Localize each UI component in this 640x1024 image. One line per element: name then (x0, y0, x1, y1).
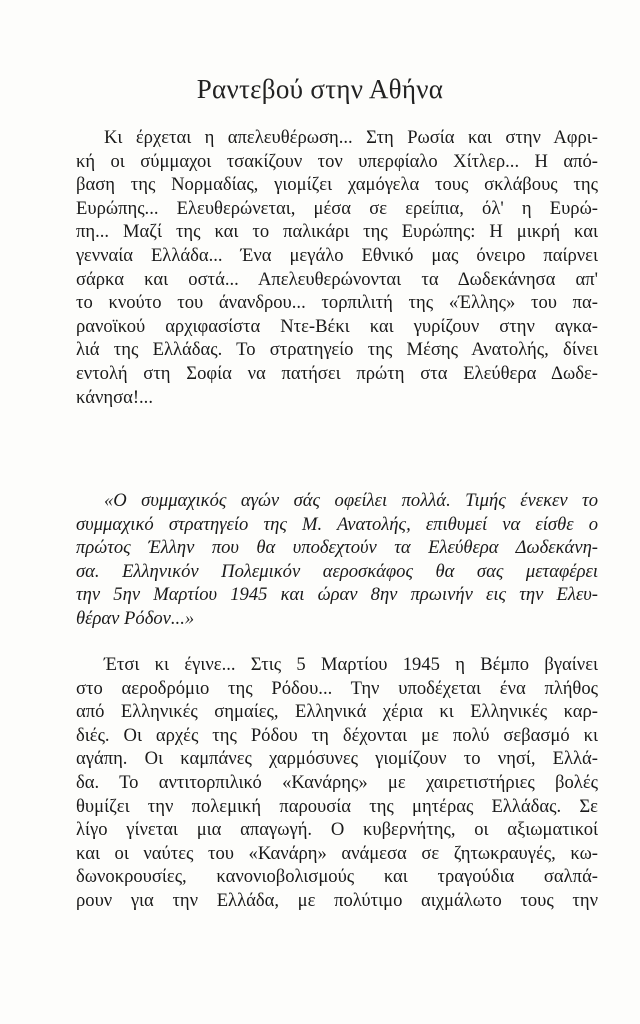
quoted-order (76, 489, 598, 631)
text-line: θυμίζει την πολεμική παρουσία της μητέρας Ελλάδας. Σε (76, 795, 598, 817)
paragraph-2 (76, 653, 598, 913)
text-line: γενναία Ελλάδα... Ένα μεγάλο Εθνικό μας όνειρο παίρνει (76, 244, 598, 266)
text-line: δα. Το αντιτορπιλικό «Κανάρης» με χαιρετιστήριες βολές (76, 771, 598, 793)
text-line: κάνησα!... (76, 386, 153, 408)
quote-line: «Ο συμμαχικός αγών σάς οφείλει πολλά. Τιμής ένεκεν το (104, 490, 598, 511)
chapter-title: Ραντεβού στην Αθήνα (196, 74, 444, 104)
text-line: Ευρώπης... Ελευθερώνεται, μέσα σε ερείπια, όλ' η Ευρώ- (76, 197, 598, 219)
text-line: και οι ναύτες του «Κανάρη» ανάμεσα σε ζητωκραυγές, κω- (76, 842, 598, 864)
text-line: το κνούτο του άνανδρου... τορπιλιτή της «Έλλης» του πα- (76, 292, 598, 314)
quote-line: συμμαχικό στρατηγείο της Μ. Ανατολής, επιθυμεί να είσθε ο (76, 513, 598, 535)
text-line: εντολή στη Σοφία να πατήσει πρώτη στα Ελεύθερα Δωδε- (76, 362, 598, 384)
text-line: κή οι σύμμαχοι τσακίζουν τον υπερφίαλο Χίτλερ... Η από- (76, 150, 598, 172)
text-line: βαση της Νορμαδίας, γιομίζει χαμόγελα τους σκλάβους της (76, 174, 598, 196)
text-line: από Ελληνικές σημαίες, Ελληνικά χέρια κι Ελληνικές καρ- (76, 701, 598, 723)
text-line: λίγο γίνεται μια απαγωγή. Ο κυβερνήτης, οι αξιωματικοί (76, 819, 598, 841)
text-line: ρανοϊκού αρχιφασίστα Ντε-Βέκι και γυρίζουν στην αγκα- (76, 315, 598, 337)
text-line: διές. Οι αρχές της Ρόδου τη δέχονται με πολύ σεβασμό κι (76, 724, 598, 746)
text-line: ρουν για την Ελλάδα, με πολύτιμο αιχμάλωτο τους την (76, 889, 598, 911)
text-line: λιά της Ελλάδας. Το στρατηγείο της Μέσης Ανατολής, δίνει (76, 339, 598, 361)
text-line: σάρκα και οστά... Απελευθερώνονται τα Δωδεκάνησα απ' (76, 268, 598, 290)
quote-line: σα. Ελληνικόν Πολεμικόν αεροσκάφος θα σας μεταφέρει (76, 560, 598, 582)
text-line: Κι έρχεται η απελευθέρωση... Στη Ρωσία και στην Αφρι- (104, 127, 598, 148)
quote-line: την 5ην Μαρτίου 1945 και ώραν 8ην πρωινήν εις την Ελευ- (76, 584, 598, 606)
quote-line: θέραν Ρόδον...» (76, 607, 195, 629)
text-line: πη... Μαζί της και το παλικάρι της Ευρώπης: Η μικρή και (76, 221, 598, 243)
text-line: στο αεροδρόμιο της Ρόδου... Την υποδέχεται ένα πλήθος (76, 677, 598, 699)
text-line: δωνοκρουσίες, κανονιοβολισμούς και τραγούδια σαλπά- (76, 866, 598, 888)
text-line: Έτσι κι έγινε... Στις 5 Μαρτίου 1945 η Βέμπο βγαίνει (104, 654, 598, 675)
quote-line: πρώτος Έλλην που θα υποδεχτούν τα Ελεύθερα Δωδεκάνη- (76, 537, 598, 559)
text-line: αγάπη. Οι καμπάνες χαρμόσυνες γιομίζουν το νησί, Ελλά- (76, 748, 598, 770)
paragraph-1 (76, 126, 598, 409)
